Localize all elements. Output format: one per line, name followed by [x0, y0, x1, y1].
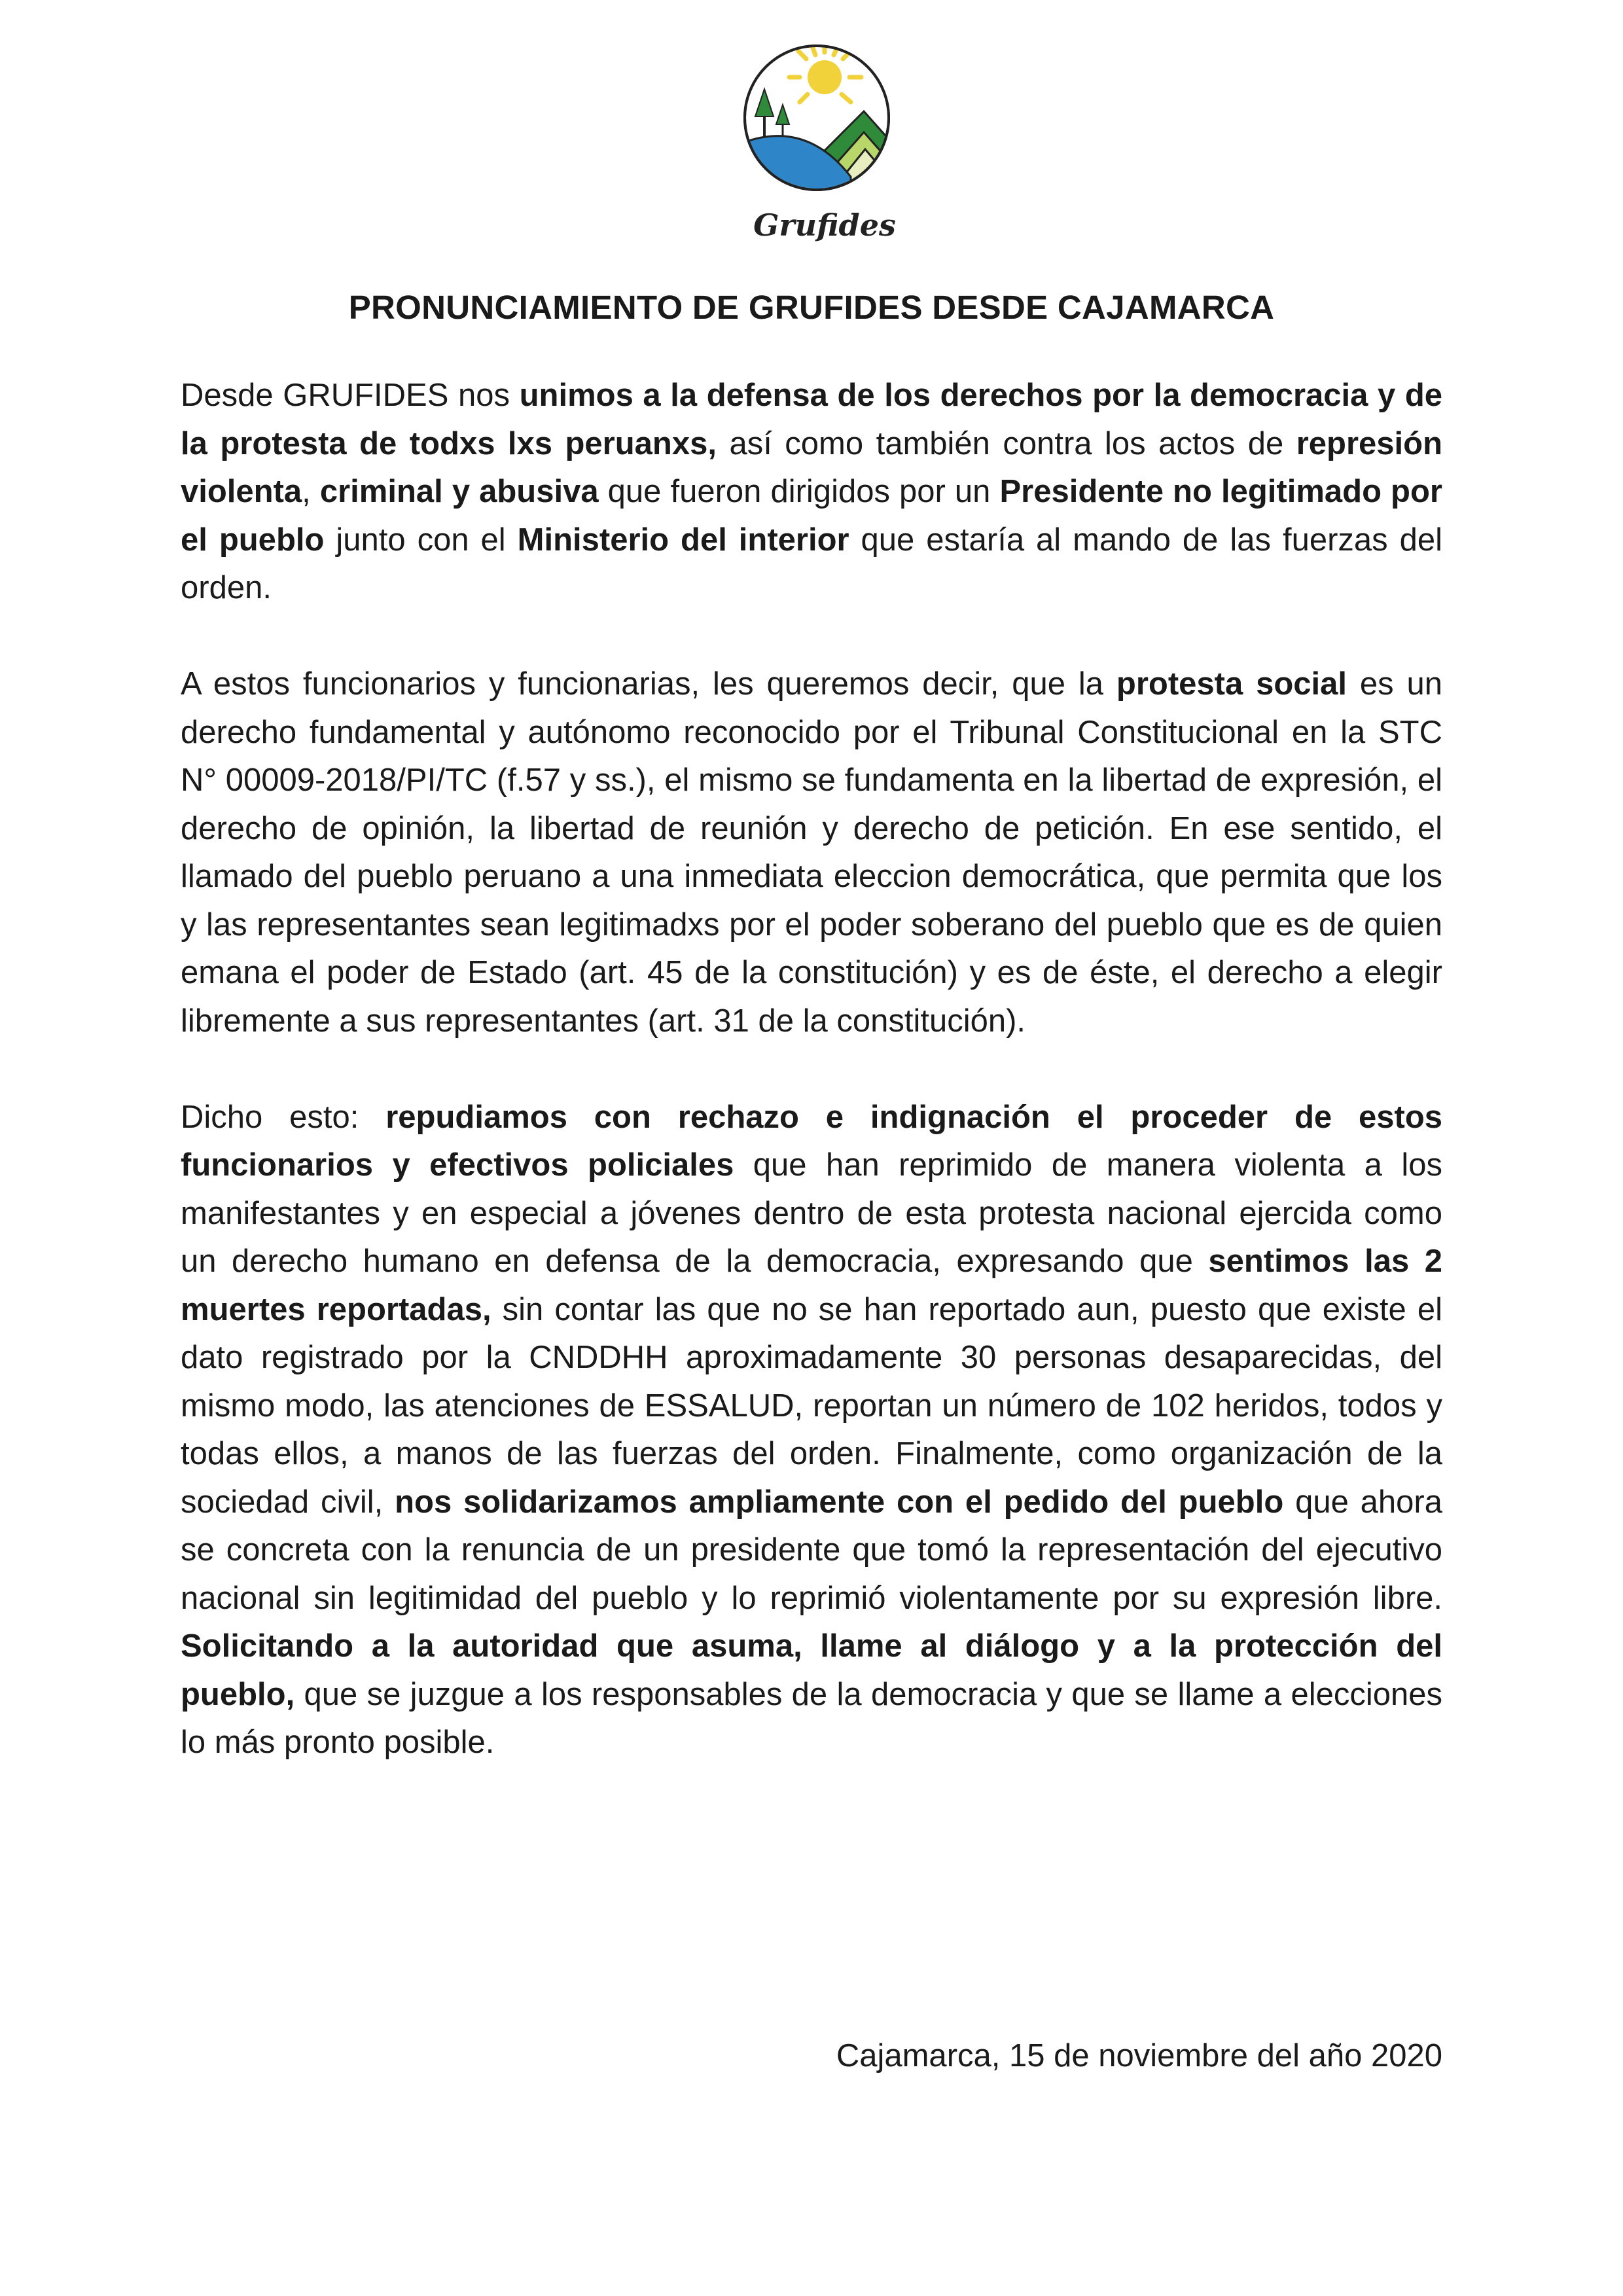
- text-run: ,: [302, 474, 320, 509]
- text-run: es un derecho fundamental y autónomo reconocido por el Tribunal Constitucional en la STC N° 00009-2018/PI/TC (f.57 y ss.), el mismo se fundamenta en la libertad de expresión, el derecho de opinión, la libertad de reunión y derecho de petición. En ese sentido, el llamado del pueblo peruano a una inmediata eleccion democrática, que permita que los y las representantes sean legitimadxs por el poder soberano del pueblo que es de quien emana el poder de Estado (art. 45 de la constitución) y es de éste, el derecho a elegir libremente a sus representantes (art. 31 de la constitución).: [181, 666, 1442, 1039]
- document-title: PRONUNCIAMIENTO DE GRUFIDES DESDE CAJAMARCA: [348, 289, 1275, 326]
- bold-run: Presidente no legitimado por el pueblo: [181, 474, 1442, 558]
- text-run: que se juzgue a los responsables de la democracia y que se llame a elecciones lo más pronto posible.: [181, 1676, 1442, 1760]
- bold-run: represión violenta: [181, 425, 1443, 509]
- bold-run: criminal y abusiva: [319, 474, 599, 509]
- signoff-date-line: Cajamarca, 15 de noviembre del año 2020: [836, 2038, 1442, 2073]
- bold-run: Solicitando a la autoridad que asuma, llame al diálogo y a la protección del pueblo,: [181, 1628, 1442, 1712]
- text-run: A estos funcionarios y funcionarias, les queremos decir, que la: [181, 666, 1116, 702]
- text-run: que fueron dirigidos por un: [598, 474, 1000, 509]
- bold-run: sentimos las 2 muertes reportadas,: [181, 1244, 1442, 1327]
- text-run: que estaría al mando de las fuerzas del orden.: [181, 522, 1443, 605]
- bold-run: unimos a la defensa de los derechos por la democracia y de la protesta de todxs lxs peruanxs,: [181, 378, 1443, 461]
- text-run: que han reprimido de manera violenta a los manifestantes y en especial a jóvenes dentro de esta protesta nacional ejercida como un derecho humano en defensa de la democracia, expresando que: [181, 1147, 1442, 1279]
- bold-run: repudiamos con rechazo e indignación el proceder de estos funcionarios y efectivos policiales: [181, 1099, 1443, 1183]
- text-run: junto con el: [324, 522, 518, 558]
- sun-icon: [808, 60, 842, 94]
- text-run: Dicho esto:: [181, 1099, 386, 1135]
- paragraph-1: [181, 372, 1442, 613]
- document-body: [181, 372, 1442, 1815]
- bold-run: Ministerio del interior: [517, 522, 849, 558]
- logo-wordmark: Grufides: [753, 207, 896, 243]
- paragraph-3: [181, 1094, 1442, 1767]
- grufides-logo-image: [726, 39, 916, 255]
- text-run: que ahora se concreta con la renuncia de un presidente que tomó la representación del ejecutivo nacional sin legitimidad del pueblo y lo reprimió violentamente por su expresión libre.: [181, 1484, 1442, 1616]
- paragraph-2: [181, 660, 1442, 1045]
- bold-run: nos solidarizamos ampliamente con el pedido del pueblo: [395, 1484, 1284, 1520]
- text-run: sin contar las que no se han reportado aun, puesto que existe el dato registrado por la CNDDHH aproximadamente 30 personas desaparecidas, del mismo modo, las atenciones de ESSALUD, reportan un número de 102 heridos, todos y todas ellos, a manos de las fuerzas del orden. Finalmente, como organización de la sociedad civil,: [181, 1291, 1443, 1520]
- text-run: así como también contra los actos de: [717, 425, 1296, 461]
- bold-run: protesta social: [1116, 666, 1347, 702]
- text-run: Desde GRUFIDES nos: [181, 378, 520, 413]
- grufides-logo: [726, 39, 916, 255]
